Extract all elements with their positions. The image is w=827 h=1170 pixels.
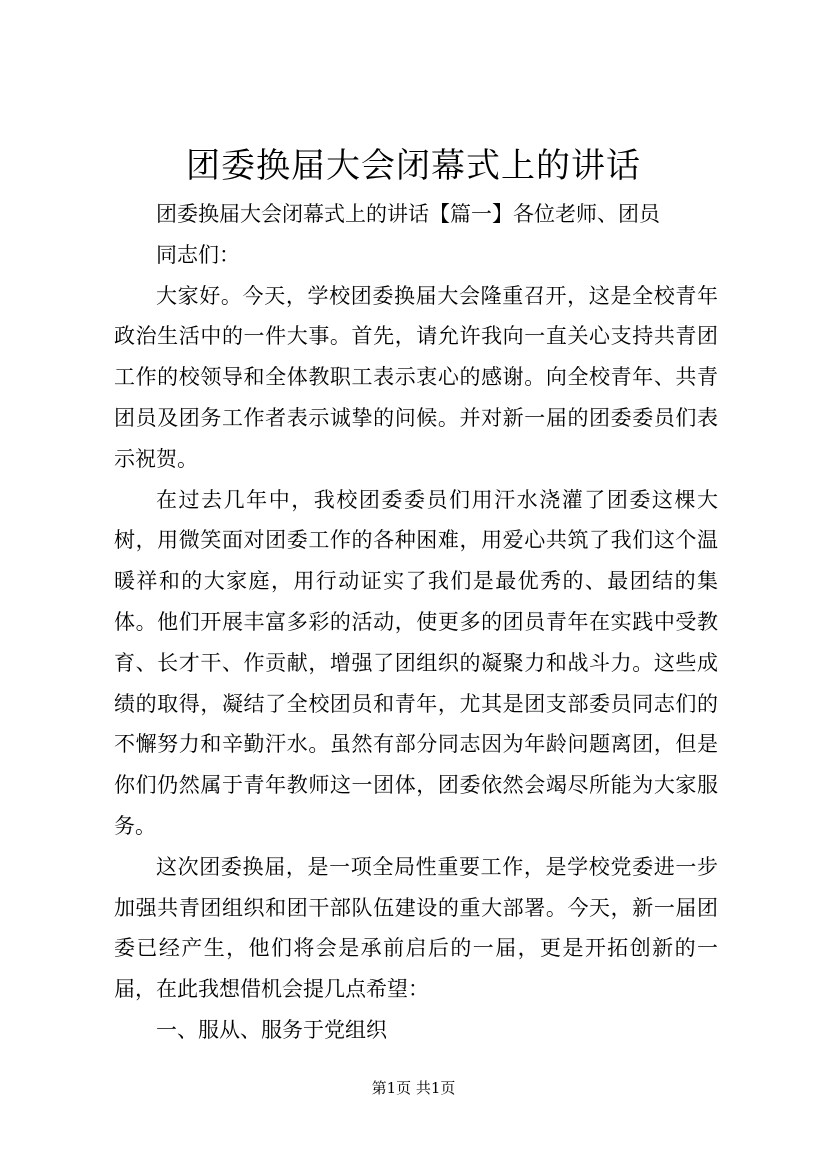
page-footer: 第1页 共1页 (371, 1079, 456, 1097)
paragraph-salutation: 同志们： (156, 242, 240, 267)
paragraph-election: 这次团委换届，是一项全局性重要工作，是学校党委进一步加强共青团组织和团干部队伍建设的重大部署。今天，新一届团委已经产生，他们将会是承前启后的一届，更是开拓创新的一届，在此我想借机会提几点希望： (114, 854, 718, 1002)
document-title: 团委换届大会闭幕式上的讲话 (186, 146, 641, 186)
paragraph-achievements: 在过去几年中，我校团委委员们用汗水浇灌了团委这棵大树，用微笑面对团委工作的各种困难，用爱心共筑了我们这个温暖祥和的大家庭，用行动证实了我们是最优秀的、最团结的集体。他们开展丰富多彩的活动，使更多的团员青年在实践中受教育、长才干、作贡献，增强了团组织的凝聚力和战斗力。这些成绩的取得，凝结了全校团员和青年，尤其是团支部委员同志们的不懈努力和辛勤汗水。虽然有部分同志因为年龄问题离团，但是你们仍然属于青年教师这一团体，团委依然会竭尽所能为大家服务。 (114, 487, 718, 838)
document-body (114, 194, 718, 1051)
paragraph-heading-line: 团委换届大会闭幕式上的讲话【篇一】各位老师、团员 (156, 202, 660, 226)
paragraph-greeting: 大家好。今天，学校团委换届大会隆重召开，这是全校青年政治生活中的一件大事。首先，请允许我向一直关心支持共青团工作的校领导和全体教职工表示衷心的感谢。向全校青年、共青团员及团务工作者表示诚挚的问候。并对新一届的团委委员们表示祝贺。 (114, 283, 718, 471)
paragraph-section-one: 一、服从、服务于党组织 (156, 1017, 387, 1042)
